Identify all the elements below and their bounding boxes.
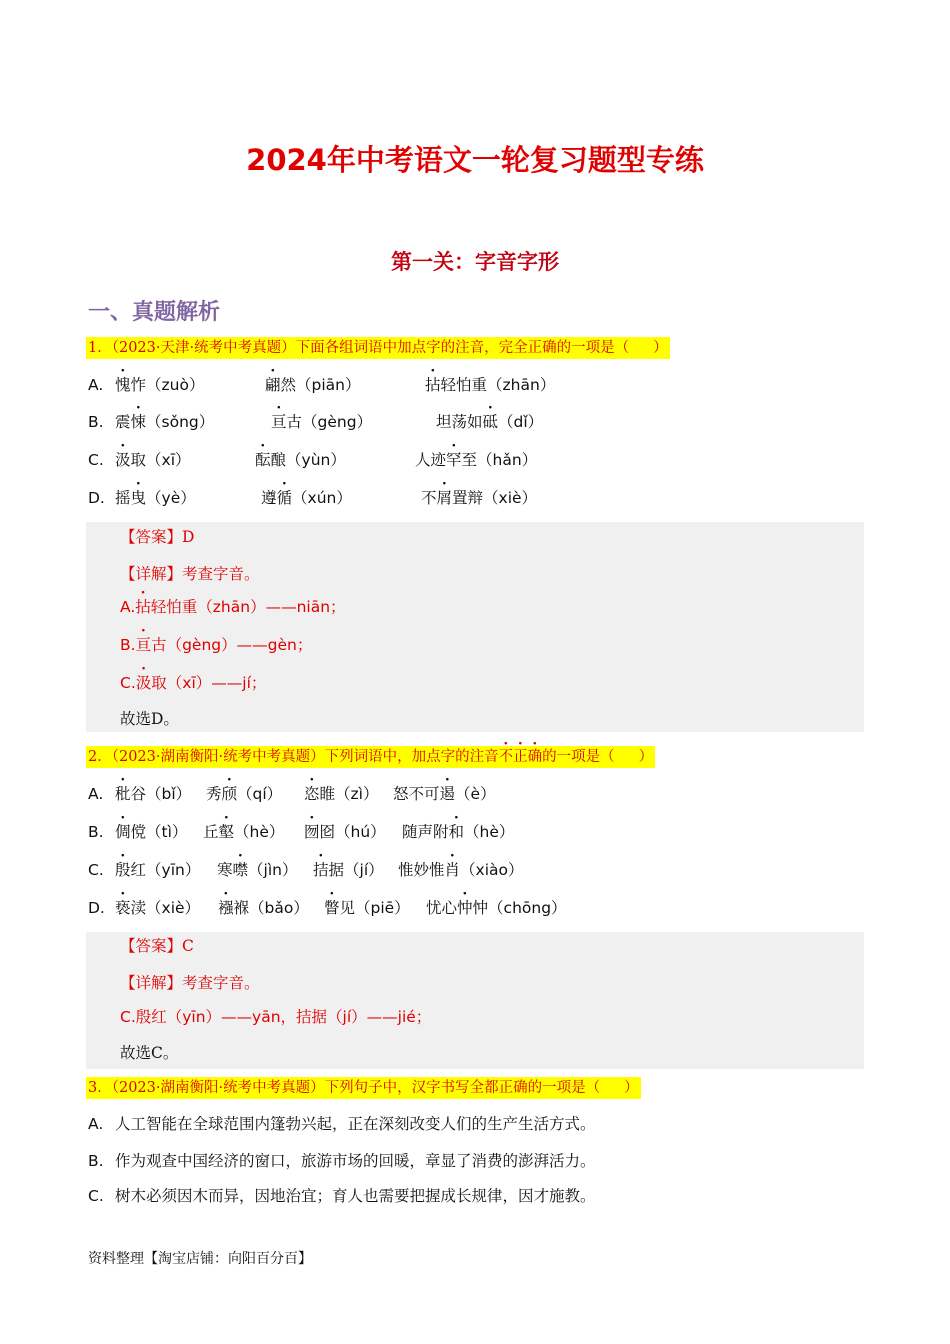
word-text: 忧心 xyxy=(426,899,458,917)
pinyin: （qí） xyxy=(237,785,283,803)
conclusion-line: 故选C。 xyxy=(120,1044,179,1062)
word-text: 随声附 xyxy=(402,823,449,841)
option-label: D. xyxy=(88,899,105,917)
word-text: 不 xyxy=(421,489,437,507)
option-row xyxy=(88,821,868,845)
option-label: B. xyxy=(88,823,104,841)
word-item xyxy=(115,783,191,805)
word-item xyxy=(304,821,386,843)
option-label: A. xyxy=(88,1115,104,1133)
correction-text: （zhān）——niān； xyxy=(197,598,346,616)
option-c xyxy=(88,1185,596,1207)
word-text: 置辩 xyxy=(452,489,484,507)
correction-text: 取 xyxy=(151,674,167,692)
dotted-char: 翩 xyxy=(265,376,281,394)
word-item xyxy=(115,487,196,509)
word-item xyxy=(393,783,496,805)
word-text: 震 xyxy=(115,413,131,431)
pinyin: （xī） xyxy=(146,451,191,469)
word-item xyxy=(324,897,410,919)
correction-text: B. xyxy=(120,636,136,654)
correction-text: 古 xyxy=(151,636,167,654)
dotted-char: 忡 xyxy=(457,899,473,917)
word-item xyxy=(313,859,384,881)
option-b xyxy=(88,1150,596,1172)
word-text: 坦荡如 xyxy=(436,413,483,431)
question-3-text: 3．（2023·湖南衡阳·统考中考真题）下列句子中，汉字书写全都正确的一项是（ xyxy=(88,1080,601,1096)
word-text: 取 xyxy=(130,451,147,469)
pinyin: （zuò） xyxy=(146,376,205,394)
pinyin: （yè） xyxy=(146,489,196,507)
word-text: 酿 xyxy=(270,451,287,469)
word-text: 古 xyxy=(286,413,303,431)
dotted-char: 汲 xyxy=(115,451,131,469)
word-item xyxy=(115,449,191,471)
pinyin: （piē） xyxy=(355,899,410,917)
word-item xyxy=(415,449,537,471)
correction-line xyxy=(120,1006,431,1028)
dotted-char: 噤 xyxy=(232,861,249,879)
word-text: 囵 xyxy=(319,823,336,841)
dotted-char: 襁 xyxy=(218,899,234,917)
option-a xyxy=(88,1113,596,1135)
question-1-stem xyxy=(86,337,670,359)
pinyin: （xún） xyxy=(292,489,352,507)
correction-text: （gèng）——gèn； xyxy=(166,636,313,654)
option-label: C. xyxy=(88,861,104,879)
option-text: 树木必须因木而异，因地治宜；育人也需要把握成长规律，因才施教。 xyxy=(115,1187,596,1205)
option-text: 人工智能在全球范围内篷勃兴起，正在深刻改变人们的生产生活方式。 xyxy=(115,1115,596,1133)
word-text: 惟妙惟 xyxy=(398,861,445,879)
word-item xyxy=(426,897,567,919)
dotted-char: 砥 xyxy=(482,413,499,431)
dotted-char: 汲 xyxy=(135,674,152,692)
pinyin: （hǎn） xyxy=(477,451,538,469)
word-item xyxy=(218,897,309,919)
word-text: 摇 xyxy=(115,489,131,507)
question-1-close: ） xyxy=(653,340,668,356)
word-item xyxy=(115,897,200,919)
word-item xyxy=(436,411,543,433)
pinyin: （bǐ） xyxy=(146,785,192,803)
word-item xyxy=(115,859,200,881)
option-label: C. xyxy=(88,1187,104,1205)
dotted-char: 殷 xyxy=(115,861,131,879)
option-label: A. xyxy=(88,376,104,394)
question-2-answer-box xyxy=(86,932,864,1069)
correction-text: 轻怕重 xyxy=(150,598,198,616)
option-row xyxy=(88,783,868,807)
dotted-char: 和 xyxy=(448,823,465,841)
word-text: 谷 xyxy=(130,785,147,803)
word-text: 见 xyxy=(339,899,356,917)
word-text: 遵 xyxy=(261,489,277,507)
answer-line: 【答案】D xyxy=(120,528,195,546)
word-item xyxy=(115,821,187,843)
dotted-char: 罕 xyxy=(446,451,462,469)
word-text: 丘 xyxy=(203,823,219,841)
pinyin: （zì） xyxy=(335,785,379,803)
pinyin: （sǒng） xyxy=(146,413,215,431)
pinyin: （dǐ） xyxy=(498,413,544,431)
dotted-char: 循 xyxy=(276,489,293,507)
question-2-close: ） xyxy=(638,749,654,765)
correction-line xyxy=(120,634,312,656)
dotted-char: 曳 xyxy=(130,489,147,507)
option-row xyxy=(88,411,868,435)
pinyin: （è） xyxy=(455,785,496,803)
word-text: 轻怕重 xyxy=(440,376,488,394)
word-item xyxy=(255,449,346,471)
question-3-stem xyxy=(86,1077,641,1099)
word-item xyxy=(203,821,284,843)
question-2-text: 2．（2023·湖南衡阳·统考中考真题）下列词语中，加点字的注音 xyxy=(88,749,499,765)
word-text: 据 xyxy=(328,861,345,879)
word-text: 至 xyxy=(461,451,478,469)
correction-line xyxy=(120,596,346,618)
dotted-char: 酝 xyxy=(255,451,271,469)
pinyin: （jìn） xyxy=(248,861,298,879)
word-item xyxy=(217,859,297,881)
dotted-char: 悚 xyxy=(130,413,147,431)
pinyin: （xiè） xyxy=(483,489,538,507)
option-label: B. xyxy=(88,1152,104,1170)
correction-text: （xī）——jí； xyxy=(166,674,267,692)
answer-line: 【答案】C xyxy=(120,937,194,955)
option-text: 作为观查中国经济的窗口，旅游市场的回暖，章显了消费的澎湃活力。 xyxy=(115,1152,596,1170)
dotted-char: 拈 xyxy=(425,376,441,394)
question-3-close: ） xyxy=(624,1080,639,1096)
word-item xyxy=(421,487,537,509)
word-item xyxy=(304,783,378,805)
option-label: A. xyxy=(88,785,104,803)
pinyin: （yīn） xyxy=(146,861,201,879)
dotted-char: 愧 xyxy=(115,376,131,394)
emphasis-char: 确 xyxy=(527,749,543,765)
correction-line xyxy=(120,672,266,694)
word-text: 睢 xyxy=(319,785,336,803)
word-item xyxy=(115,374,204,396)
pinyin: （zhān） xyxy=(487,376,556,394)
word-text: 秀 xyxy=(206,785,222,803)
word-item xyxy=(402,821,514,843)
pinyin: （hè） xyxy=(464,823,515,841)
word-text: 傥 xyxy=(130,823,147,841)
conclusion-line: 故选D。 xyxy=(120,710,179,728)
correction-text: C.殷红（yīn）——yān，拮据（jí）——jié； xyxy=(120,1008,432,1026)
option-row xyxy=(88,897,868,921)
dotted-char: 倜 xyxy=(115,823,131,841)
pinyin: （hè） xyxy=(234,823,285,841)
word-item xyxy=(265,374,361,396)
option-row xyxy=(88,374,868,398)
pinyin: （gèng） xyxy=(302,413,373,431)
word-text: 怒不可 xyxy=(393,785,440,803)
word-text: 然 xyxy=(280,376,297,394)
word-item xyxy=(271,411,372,433)
question-2-text-end: 的一项是（ xyxy=(542,749,615,765)
pinyin: （yùn） xyxy=(286,451,346,469)
document-title: 2024年中考语文一轮复习题型专练 xyxy=(246,143,704,177)
pinyin: （hú） xyxy=(335,823,386,841)
correction-text: C. xyxy=(120,674,136,692)
pinyin: （xiào） xyxy=(460,861,524,879)
word-text: 怍 xyxy=(130,376,147,394)
dotted-char: 恣 xyxy=(304,785,320,803)
word-text: 褓 xyxy=(233,899,250,917)
word-item xyxy=(398,859,524,881)
emphasis-char: 正 xyxy=(513,749,528,765)
pinyin: （tì） xyxy=(146,823,188,841)
option-row xyxy=(88,449,868,473)
dotted-char: 囫 xyxy=(304,823,320,841)
question-1-answer-box xyxy=(86,522,864,732)
pinyin: （bǎo） xyxy=(249,899,309,917)
dotted-char: 拈 xyxy=(135,598,151,616)
dotted-char: 亘 xyxy=(271,413,287,431)
section-heading: 一、真题解析 xyxy=(88,300,221,325)
dotted-char: 瞥 xyxy=(324,899,340,917)
correction-text: A. xyxy=(120,598,136,616)
word-text: 渎 xyxy=(130,899,147,917)
level-subtitle: 第一关：字音字形 xyxy=(391,250,559,274)
pinyin: （jí） xyxy=(344,861,384,879)
dotted-char: 颀 xyxy=(221,785,238,803)
word-text: 寒 xyxy=(217,861,233,879)
word-text: 人迹 xyxy=(415,451,447,469)
dotted-char: 亵 xyxy=(115,899,131,917)
dotted-char: 屑 xyxy=(436,489,453,507)
option-label: C. xyxy=(88,451,104,469)
word-text: 红 xyxy=(130,861,147,879)
question-2-stem xyxy=(86,746,655,768)
word-item xyxy=(206,783,282,805)
word-item xyxy=(261,487,352,509)
option-row xyxy=(88,487,868,511)
pinyin: （chōng） xyxy=(488,899,567,917)
detail-line: 【详解】考查字音。 xyxy=(120,974,260,992)
word-item xyxy=(425,374,555,396)
dotted-char: 壑 xyxy=(218,823,235,841)
emphasis-char: 不 xyxy=(498,749,514,765)
dotted-char: 亘 xyxy=(135,636,152,654)
footer-credit: 资料整理【淘宝店铺：向阳百分百】 xyxy=(88,1251,312,1267)
dotted-char: 拮 xyxy=(313,861,329,879)
option-row xyxy=(88,859,868,883)
word-text: 忡 xyxy=(472,899,489,917)
detail-line: 【详解】考查字音。 xyxy=(120,565,260,583)
pinyin: （xiè） xyxy=(146,899,201,917)
option-label: B. xyxy=(88,413,104,431)
dotted-char: 遏 xyxy=(439,785,456,803)
dotted-char: 秕 xyxy=(115,785,131,803)
pinyin: （piān） xyxy=(296,376,361,394)
dotted-char: 肖 xyxy=(444,861,461,879)
option-label: D. xyxy=(88,489,105,507)
question-1-text: 1．（2023·天津·统考中考真题）下面各组词语中加点字的注音，完全正确的一项是（ xyxy=(88,340,630,356)
word-item xyxy=(115,411,214,433)
